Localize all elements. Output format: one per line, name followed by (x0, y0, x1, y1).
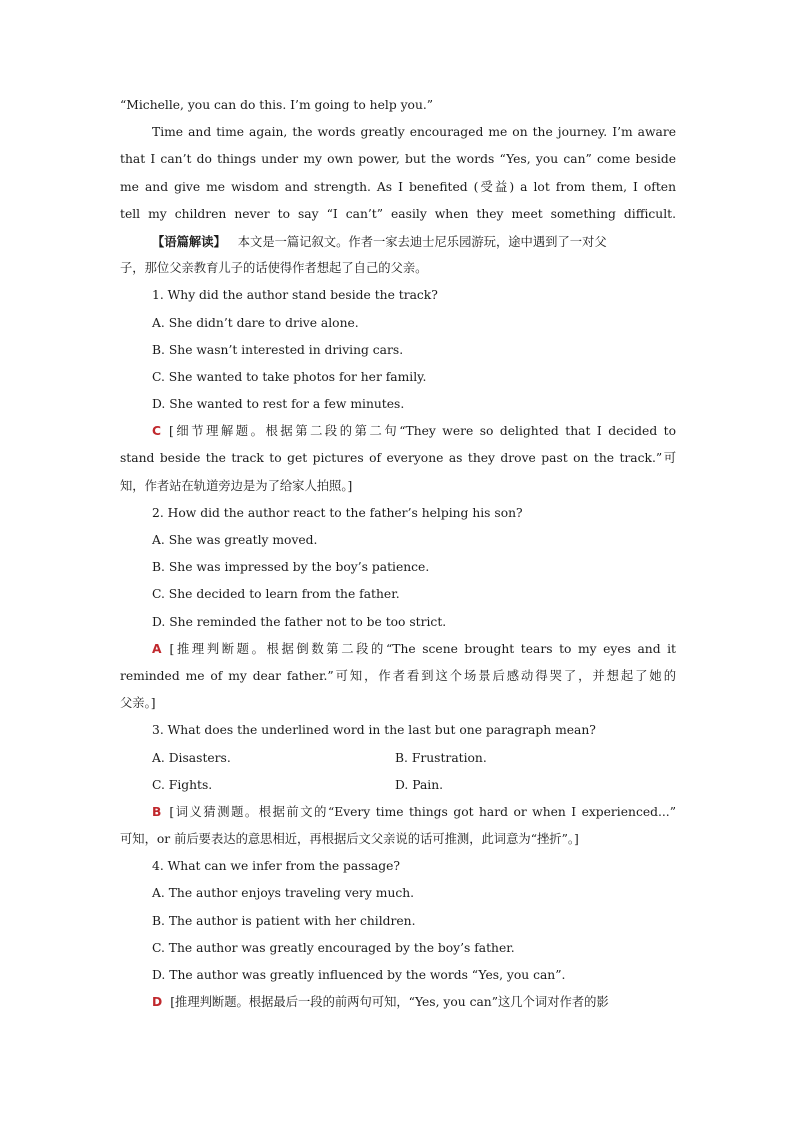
passage-line: tell my children never to say “I can’t” easily when they meet something difficult. (120, 206, 676, 221)
explanation-text: [词义猜测题。根据前文的“Every time things got hard or when I experienced...” (169, 804, 676, 819)
answer-letter: A (152, 641, 162, 656)
passage-line: me and give me wisdom and strength. As I benefited (受益) a lot from them, I often (120, 179, 676, 194)
explanation-text: [推理判断题。根据倒数第二段的“The scene brought tears to my eyes and it (169, 641, 676, 656)
summary-tag: 【语篇解读】 (152, 233, 226, 249)
passage-line: Time and time again, the words greatly encouraged me on the journey. I’m aware (152, 125, 676, 140)
answer-letter: B (152, 804, 162, 819)
question-stem: 4. What can we infer from the passage? (152, 859, 400, 874)
summary-text: 本文是一篇记叙文。作者一家去迪士尼乐园游玩，途中遇到了一对父 (237, 234, 607, 249)
option: B. Frustration. (395, 750, 487, 765)
explanation-line: stand beside the track to get pictures of everyone as they drove past on the track.”可 (120, 451, 676, 466)
option: A. The author enjoys traveling very much. (152, 886, 415, 901)
option-row (120, 772, 676, 799)
explanation-line (120, 989, 676, 1016)
option: C. She decided to learn from the father. (152, 587, 400, 602)
option: D. The author was greatly influenced by the words “Yes, you can”. (152, 968, 566, 982)
document-page (120, 92, 676, 1016)
summary-line (120, 228, 676, 255)
explanation-line: reminded me of my dear father.”可知，作者看到这个场景后感动得哭了，并想起了她的 (120, 668, 676, 683)
passage-line: “Michelle, you can do this. I’m going to help you.” (120, 98, 434, 112)
option: B. The author is patient with her children. (152, 913, 416, 928)
option: D. She wanted to rest for a few minutes. (152, 397, 405, 412)
option: B. She wasn’t interested in driving cars. (152, 342, 404, 357)
explanation-text: [细节理解题。根据第二段的第二句“They were so delighted that I decided to (169, 424, 676, 439)
question-stem: 3. What does the underlined word in the last but one paragraph mean? (152, 723, 596, 738)
option: D. Pain. (395, 777, 444, 792)
explanation-line: 可知，or 前后要表达的意思相近，再根据后文父亲说的话可推测，此词意为“挫折”。] (120, 832, 579, 847)
explanation-text: [推理判断题。根据最后一段的前两句可知，“Yes, you can”这几个词对作者的影 (170, 995, 609, 1010)
question-stem: 1. Why did the author stand beside the track? (152, 288, 438, 303)
explanation-line (120, 418, 676, 445)
explanation-line (120, 636, 676, 663)
question-stem: 2. How did the author react to the father’s helping his son? (152, 505, 523, 520)
option: B. She was impressed by the boy’s patience. (152, 560, 430, 575)
explanation-line: 父亲。] (120, 696, 156, 711)
passage-line: that I can’t do things under my own power, but the words “Yes, you can” come beside (120, 152, 676, 167)
option-row (120, 745, 676, 772)
answer-letter: C (152, 424, 162, 439)
option: A. She didn’t dare to drive alone. (152, 315, 359, 330)
answer-letter: D (152, 995, 163, 1010)
explanation-line: 知，作者站在轨道旁边是为了给家人拍照。] (120, 478, 353, 493)
explanation-line (120, 799, 676, 826)
option: C. She wanted to take photos for her family. (152, 369, 427, 384)
option: A. She was greatly moved. (152, 533, 318, 547)
option: C. Fights. (152, 777, 213, 792)
option: C. The author was greatly encouraged by the boy’s father. (152, 940, 515, 955)
option: D. She reminded the father not to be too strict. (152, 614, 447, 629)
summary-line: 子，那位父亲教育儿子的话使得作者想起了自己的父亲。 (120, 261, 428, 276)
option: A. Disasters. (152, 750, 231, 765)
